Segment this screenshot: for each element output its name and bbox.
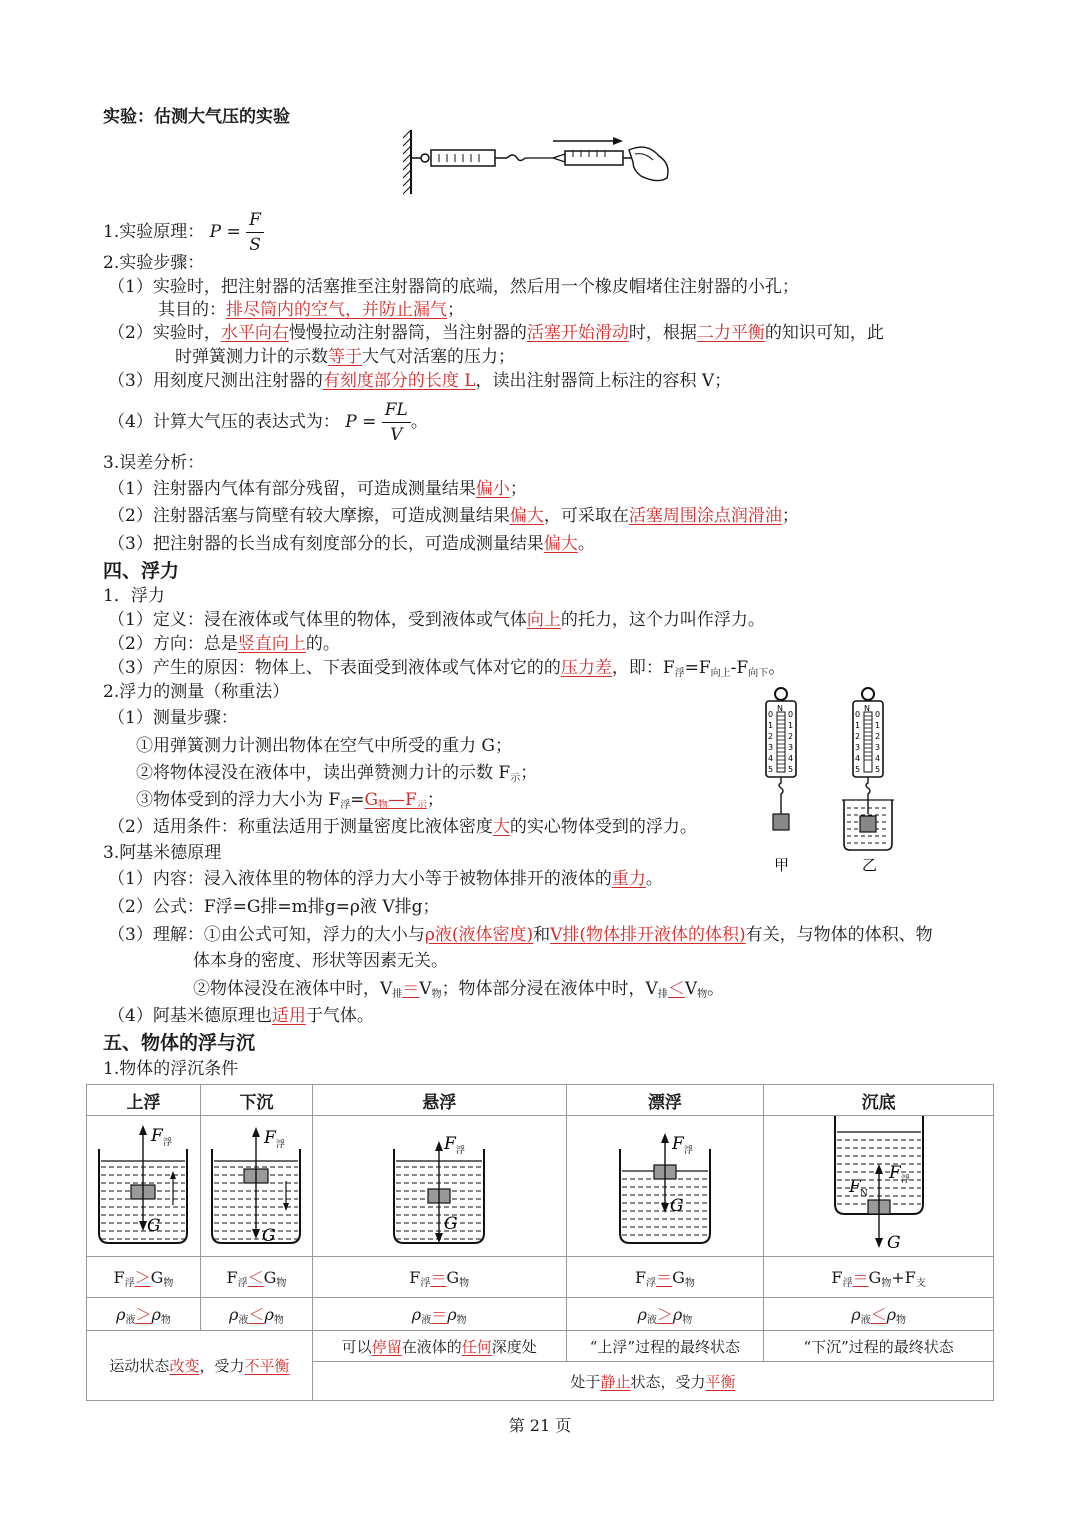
principle-denominator: S (249, 235, 261, 255)
answer-piston-slide: 活塞开始滑动 (526, 323, 629, 343)
svg-text:浮: 浮 (163, 1138, 173, 1148)
svg-text:G: G (669, 1196, 684, 1216)
svg-text:3: 3 (768, 743, 774, 752)
answer-greater: 大 (492, 817, 510, 837)
force-cond-suspend: $F_浮=G_物$ (312, 1257, 566, 1298)
svg-text:5: 5 (768, 765, 774, 774)
svg-text:浮: 浮 (276, 1140, 286, 1150)
answer-equals: 等于 (328, 347, 362, 367)
steps-title: 2.实验步骤： (103, 253, 205, 273)
buoyancy-cause: （3）产生的原因：物体上、下表面受到液体或气体对它的的压力差，即：$F_浮=F_{向上}-F_{向下}$。 (108, 658, 786, 679)
label-yi: 乙 (862, 856, 878, 874)
svg-text:1: 1 (768, 721, 774, 730)
svg-text:浮: 浮 (900, 1175, 910, 1185)
force-cond-rise: $F_浮>G_物$ (87, 1257, 201, 1298)
label-jia: 甲 (774, 856, 790, 874)
svg-text:3: 3 (875, 743, 881, 752)
svg-text:浮: 浮 (683, 1146, 693, 1156)
answer-applicable: 适用 (271, 1006, 306, 1026)
answer-displaced-volume: V排(物体排开液体的体积) (550, 925, 746, 945)
table-force-row (87, 1257, 994, 1298)
svg-text:G: G (886, 1233, 901, 1252)
answer-larger: 偏大 (509, 506, 544, 526)
svg-text:N: N (864, 704, 870, 713)
svg-text:F: F (151, 1126, 164, 1146)
svg-text:0: 0 (855, 710, 861, 719)
svg-text:G: G (262, 1226, 277, 1246)
error-3: （3）把注射器的长当成有刻度部分的长，可造成测量结果偏大。 (108, 534, 595, 554)
archimedes-gas: （4）阿基米德原理也适用于气体。 (108, 1006, 374, 1026)
svg-text:F: F (444, 1134, 457, 1154)
svg-text:G: G (444, 1214, 458, 1234)
buoyancy-direction: （2）方向：总是竖直向上的。 (108, 634, 340, 654)
answer-length: 有刻度部分的长度 L (322, 371, 476, 391)
svg-text:浮: 浮 (456, 1146, 466, 1156)
spring-scale-b (842, 688, 894, 874)
answer-equilibrium: 二力平衡 (696, 323, 765, 343)
answer-smaller: 偏小 (475, 479, 510, 499)
diagram-float (566, 1116, 764, 1257)
archimedes-title: 3.阿基米德原理 (103, 843, 222, 863)
svg-text:4: 4 (768, 754, 774, 763)
density-cond-bottom: $\rho_液<\rho_物$ (764, 1298, 994, 1331)
header-suspend: 悬浮 (312, 1085, 566, 1116)
svg-text:3: 3 (788, 743, 794, 752)
diagram-rise (87, 1116, 201, 1257)
svg-text:F: F (671, 1134, 684, 1154)
density-cond-rise: $\rho_液>\rho_物$ (87, 1298, 201, 1331)
float-sink-table (86, 1084, 994, 1401)
measure-title: 2.浮力的测量（称重法） (103, 682, 290, 702)
motion-state-cell: 运动状态改变，受力不平衡 (87, 1331, 313, 1401)
table-state-row (87, 1331, 994, 1362)
archimedes-understanding-cont: 体本身的密度、形状等因素无关。 (193, 951, 448, 971)
svg-text:1: 1 (875, 721, 881, 730)
float-note-cell: “上浮”过程的最终状态 (566, 1331, 764, 1362)
step-2-cont: 时弹簧测力计的示数等于大气对活塞的压力； (175, 347, 515, 367)
force-cond-bottom: $F_浮=G_物+F_支$ (764, 1257, 994, 1298)
svg-text:G: G (147, 1216, 162, 1236)
diagram-sink (200, 1116, 312, 1257)
svg-text:4: 4 (788, 754, 794, 763)
principle-fraction (246, 208, 264, 257)
header-float: 漂浮 (566, 1085, 764, 1116)
spring-scale-figure (756, 684, 906, 876)
svg-text:F: F (888, 1163, 901, 1183)
step-1: （1）实验时，把注射器的活塞推至注射器筒的底端，然后用一个橡皮帽堵住注射器的小孔； (108, 277, 799, 297)
measure-step-a: ①用弹簧测力计测出物体在空气中所受的重力 G； (136, 736, 512, 756)
error-title: 3.误差分析： (103, 453, 205, 473)
answer-larger-2: 偏大 (543, 534, 578, 554)
diagram-bottom (764, 1116, 994, 1257)
svg-text:2: 2 (768, 732, 774, 741)
svg-text:F: F (264, 1128, 277, 1148)
answer-volume-equal: ＝ (402, 979, 420, 999)
error-1: （1）注射器内气体有部分残留，可造成测量结果偏小； (108, 479, 527, 499)
syringe-experiment-figure (403, 128, 678, 196)
header-bottom: 沉底 (764, 1085, 994, 1116)
answer-liquid-density: ρ液(液体密度) (424, 925, 534, 945)
measure-condition: （2）适用条件：称重法适用于测量密度比液体密度大的实心物体受到的浮力。 (108, 817, 697, 837)
svg-text:N: N (859, 1189, 868, 1199)
archimedes-formula: （2）公式：F浮=G排=m排g=ρ液 V排g； (108, 897, 440, 917)
answer-upward: 向上 (526, 610, 561, 630)
archimedes-understanding: （3）理解：①由公式可知，浮力的大小与ρ液(液体密度)和V排(物体排开液体的体积)有关，与物体的体积、物 (108, 925, 933, 945)
buoyancy-subtitle: 1．浮力 (103, 586, 165, 606)
float-sink-subtitle: 1.物体的浮沉条件 (103, 1059, 239, 1079)
density-cond-suspend: $\rho_液=\rho_物$ (312, 1298, 566, 1331)
answer-vertical-up: 竖直向上 (237, 634, 306, 654)
section-4-title: 四、浮力 (103, 560, 180, 582)
buoyancy-definition: （1）定义：浸在液体或气体里的物体，受到液体或气体向上的托力，这个力叫作浮力。 (108, 610, 765, 630)
force-cond-float: $F_浮=G_物$ (566, 1257, 764, 1298)
answer-pressure-diff: 压力差 (560, 658, 612, 678)
svg-text:4: 4 (875, 754, 881, 763)
svg-text:5: 5 (788, 765, 794, 774)
svg-text:5: 5 (875, 765, 881, 774)
step-1-purpose: 其目的：排尽筒内的空气，并防止漏气； (158, 300, 464, 320)
section-5-title: 五、物体的浮与沉 (103, 1032, 256, 1054)
svg-text:F: F (848, 1177, 861, 1197)
svg-text:2: 2 (875, 732, 881, 741)
answer-purpose: 排尽筒内的空气，并防止漏气 (226, 300, 447, 320)
table-diagram-row (87, 1116, 994, 1257)
svg-text:0: 0 (788, 710, 794, 719)
principle-label: 1.实验原理： (103, 222, 205, 242)
table-header-row (87, 1085, 994, 1116)
principle-lhs: P (209, 222, 222, 242)
measure-step-c: ③物体受到的浮力大小为 $F_浮=G_物—F_示$； (136, 790, 444, 811)
suspend-note-cell: 可以停留在液体的任何深度处 (312, 1331, 566, 1362)
rest-state-cell: 处于静止状态，受力平衡 (312, 1362, 993, 1401)
step-4: （4）计算大气压的表达式为： P = $\frac{FL}{V}$ 。 (108, 400, 428, 445)
sink-note-cell: “下沉”过程的最终状态 (764, 1331, 994, 1362)
step-3: （3）用刻度尺测出注射器的有刻度部分的长度 L，读出注射器筒上标注的容积 V； (108, 371, 732, 391)
table-density-row (87, 1298, 994, 1331)
pressure-fraction: $\frac{FL}{V}$ (382, 398, 411, 447)
answer-weight-minus: $G_物—F_示$ (364, 790, 427, 811)
page-number: 第 21 页 (508, 1416, 572, 1435)
spring-scale-a (766, 688, 796, 874)
answer-direction: 水平向右 (220, 323, 289, 343)
header-rise: 上浮 (87, 1085, 201, 1116)
diagram-suspend (312, 1116, 566, 1257)
svg-text:1: 1 (788, 721, 794, 730)
error-2: （2）注射器活塞与筒壁有较大摩擦，可造成测量结果偏大，可采取在活塞周围涂点润滑油； (108, 506, 799, 526)
svg-text:3: 3 (855, 743, 861, 752)
svg-text:5: 5 (855, 765, 861, 774)
svg-text:N: N (777, 704, 783, 713)
archimedes-volume: ②物体浸没在液体中时，$V_排=V_物$；物体部分浸在液体中时，$V_排<V_物$。 (193, 979, 725, 1000)
measure-step-title: （1）测量步骤： (108, 708, 238, 728)
step-2: （2）实验时，水平向右慢慢拉动注射器筒，当注射器的活塞开始滑动时，根据二力平衡的知识可知，此 (108, 323, 884, 343)
archimedes-content: （1）内容：浸入液体里的物体的浮力大小等于被物体排开的液体的重力。 (108, 869, 663, 889)
force-cond-sink: $F_浮<G_物$ (200, 1257, 312, 1298)
svg-text:4: 4 (855, 754, 861, 763)
svg-text:2: 2 (855, 732, 861, 741)
density-cond-float: $\rho_液>\rho_物$ (566, 1298, 764, 1331)
measure-step-b: ②将物体浸没在液体中，读出弹赞测力计的示数 $F_示$； (136, 763, 538, 784)
answer-lubricate: 活塞周围涂点润滑油 (628, 506, 782, 526)
density-cond-sink: $\rho_液<\rho_物$ (200, 1298, 312, 1331)
answer-volume-less: ＜ (667, 979, 685, 999)
header-sink: 下沉 (200, 1085, 312, 1116)
experiment-title: 实验：估测大气压的实验 (103, 107, 290, 127)
principle-line: 1.实验原理： P = $\frac{F}{S}$ (103, 208, 264, 257)
principle-numerator: F (246, 208, 264, 233)
svg-text:1: 1 (855, 721, 861, 730)
svg-text:0: 0 (875, 710, 881, 719)
svg-text:0: 0 (768, 710, 774, 719)
svg-text:2: 2 (788, 732, 794, 741)
answer-gravity: 重力 (611, 869, 646, 889)
